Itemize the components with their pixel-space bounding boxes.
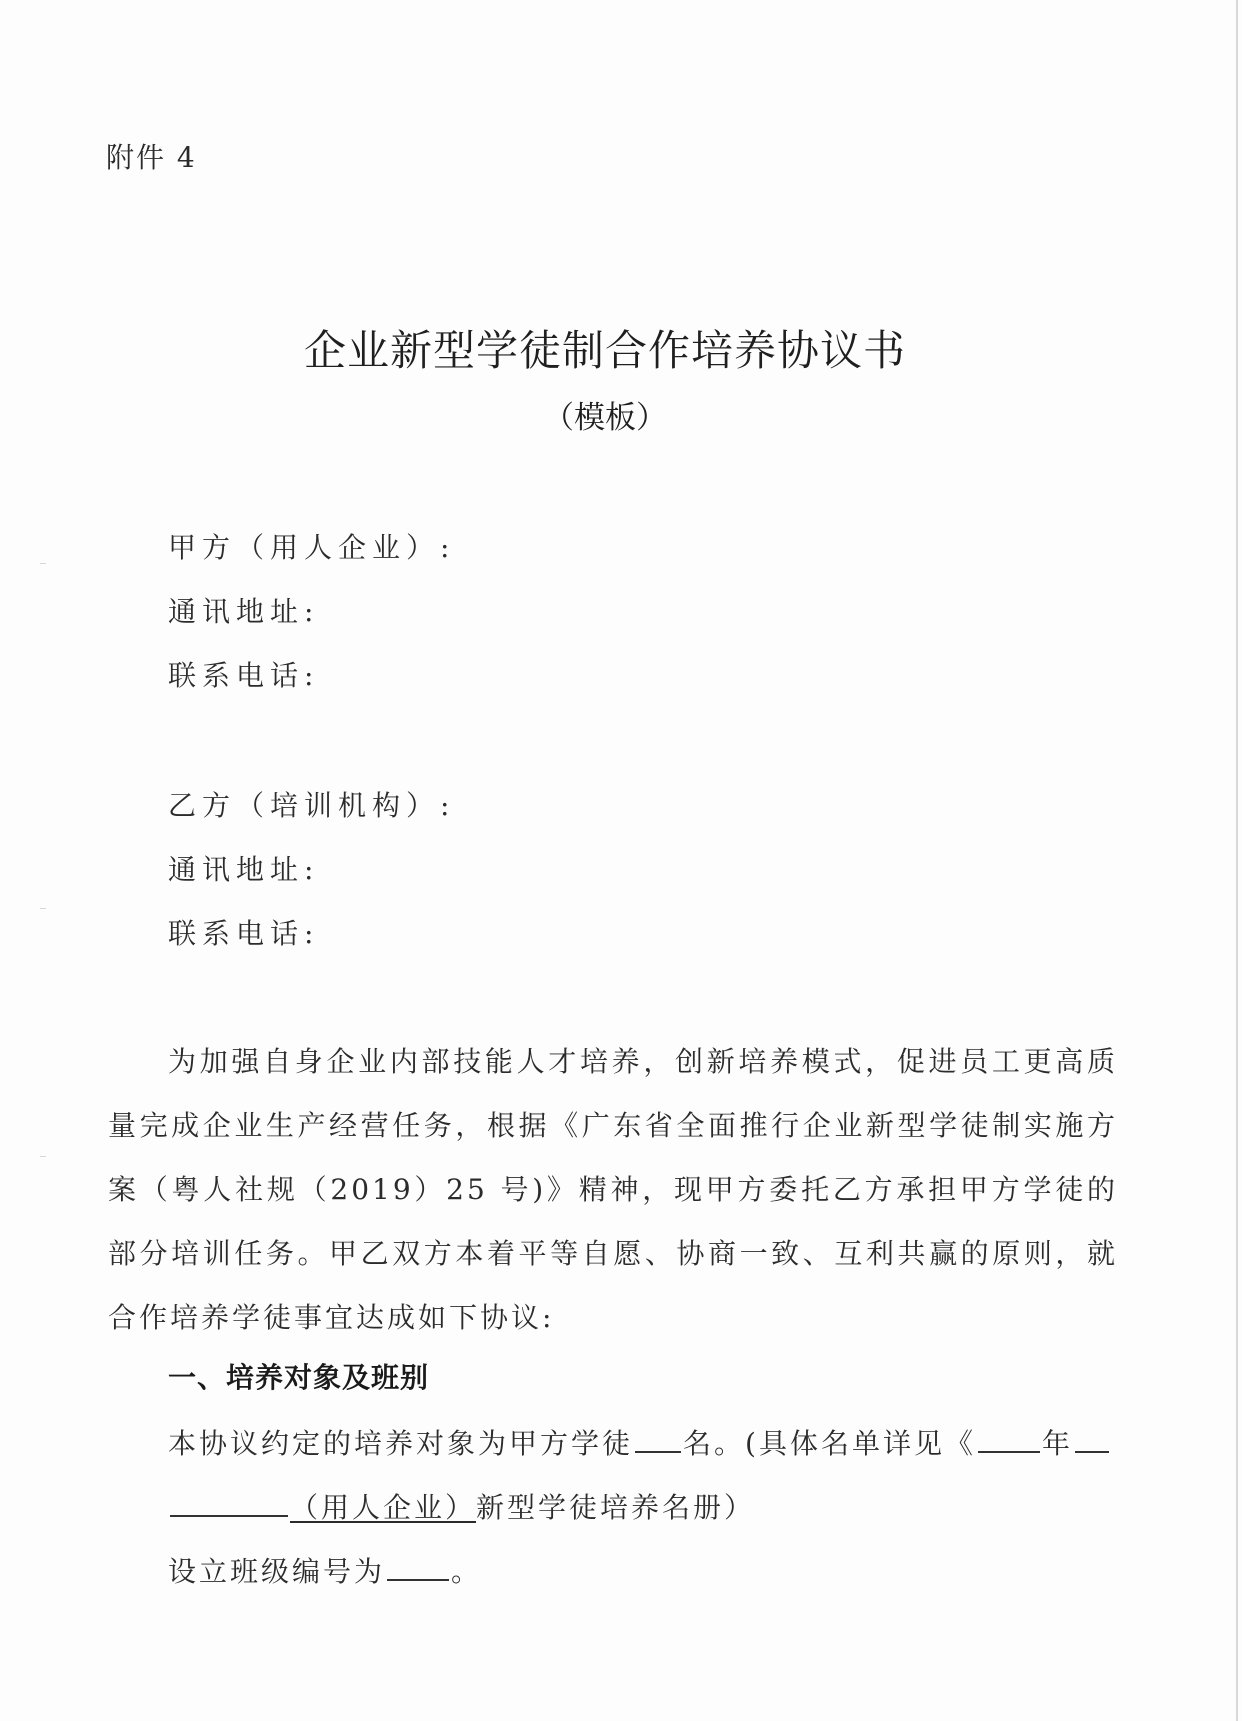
roster-reference-text: 名。(具体名单详见《: [683, 1427, 976, 1460]
apprentice-count-text: 本协议约定的培养对象为甲方学徒: [168, 1427, 634, 1460]
scan-tick: [40, 908, 46, 909]
document-subtitle: （模板）: [543, 400, 667, 436]
party-a-name-label: 甲方（用人企业）:: [168, 531, 456, 564]
roster-title-text: 新型学徒培养名册）: [476, 1491, 756, 1524]
party-b-phone-label: 联系电话:: [168, 917, 320, 950]
section-one-line-2: [168, 1486, 755, 1526]
year-label: 年: [1041, 1427, 1073, 1460]
section-one-line-1: [168, 1422, 1111, 1462]
document-title: 企业新型学徒制合作培养协议书: [303, 326, 906, 375]
class-number-text: 设立班级编号为: [168, 1555, 386, 1588]
company-name-blank[interactable]: [170, 1489, 288, 1517]
section-one-line-3: [168, 1550, 482, 1590]
class-number-end: 。: [451, 1555, 483, 1588]
section-one-heading: 一、培养对象及班别: [168, 1361, 430, 1394]
intro-paragraph: 为加强自身企业内部技能人才培养，创新培养模式，促进员工更高质量完成企业生产经营任务，根据《广东省全面推行企业新型学徒制实施方案（粤人社规（2019）25 号)》精神，现甲方委托乙方承担甲方学徒的部分培训任务。甲乙双方本着平等自愿、协商一致、互利共赢的原则，就合作培养学徒事宜达成如下协议:: [108, 1045, 1118, 1334]
party-b-name-label: 乙方（培训机构）:: [168, 789, 456, 822]
apprentice-count-blank[interactable]: [635, 1425, 681, 1453]
year-blank[interactable]: [978, 1425, 1040, 1453]
class-number-blank[interactable]: [387, 1553, 449, 1581]
party-a-address-label: 通讯地址:: [168, 595, 320, 628]
scan-tick: [40, 1156, 46, 1157]
scan-tick: [40, 563, 46, 564]
scan-edge-right: [1236, 0, 1238, 1721]
company-blank-start[interactable]: [1075, 1425, 1109, 1453]
party-b-address-label: 通讯地址:: [168, 853, 320, 886]
employer-label: （用人企业）: [290, 1491, 477, 1524]
attachment-label: 附件 4: [106, 141, 197, 174]
party-a-phone-label: 联系电话:: [168, 659, 320, 692]
